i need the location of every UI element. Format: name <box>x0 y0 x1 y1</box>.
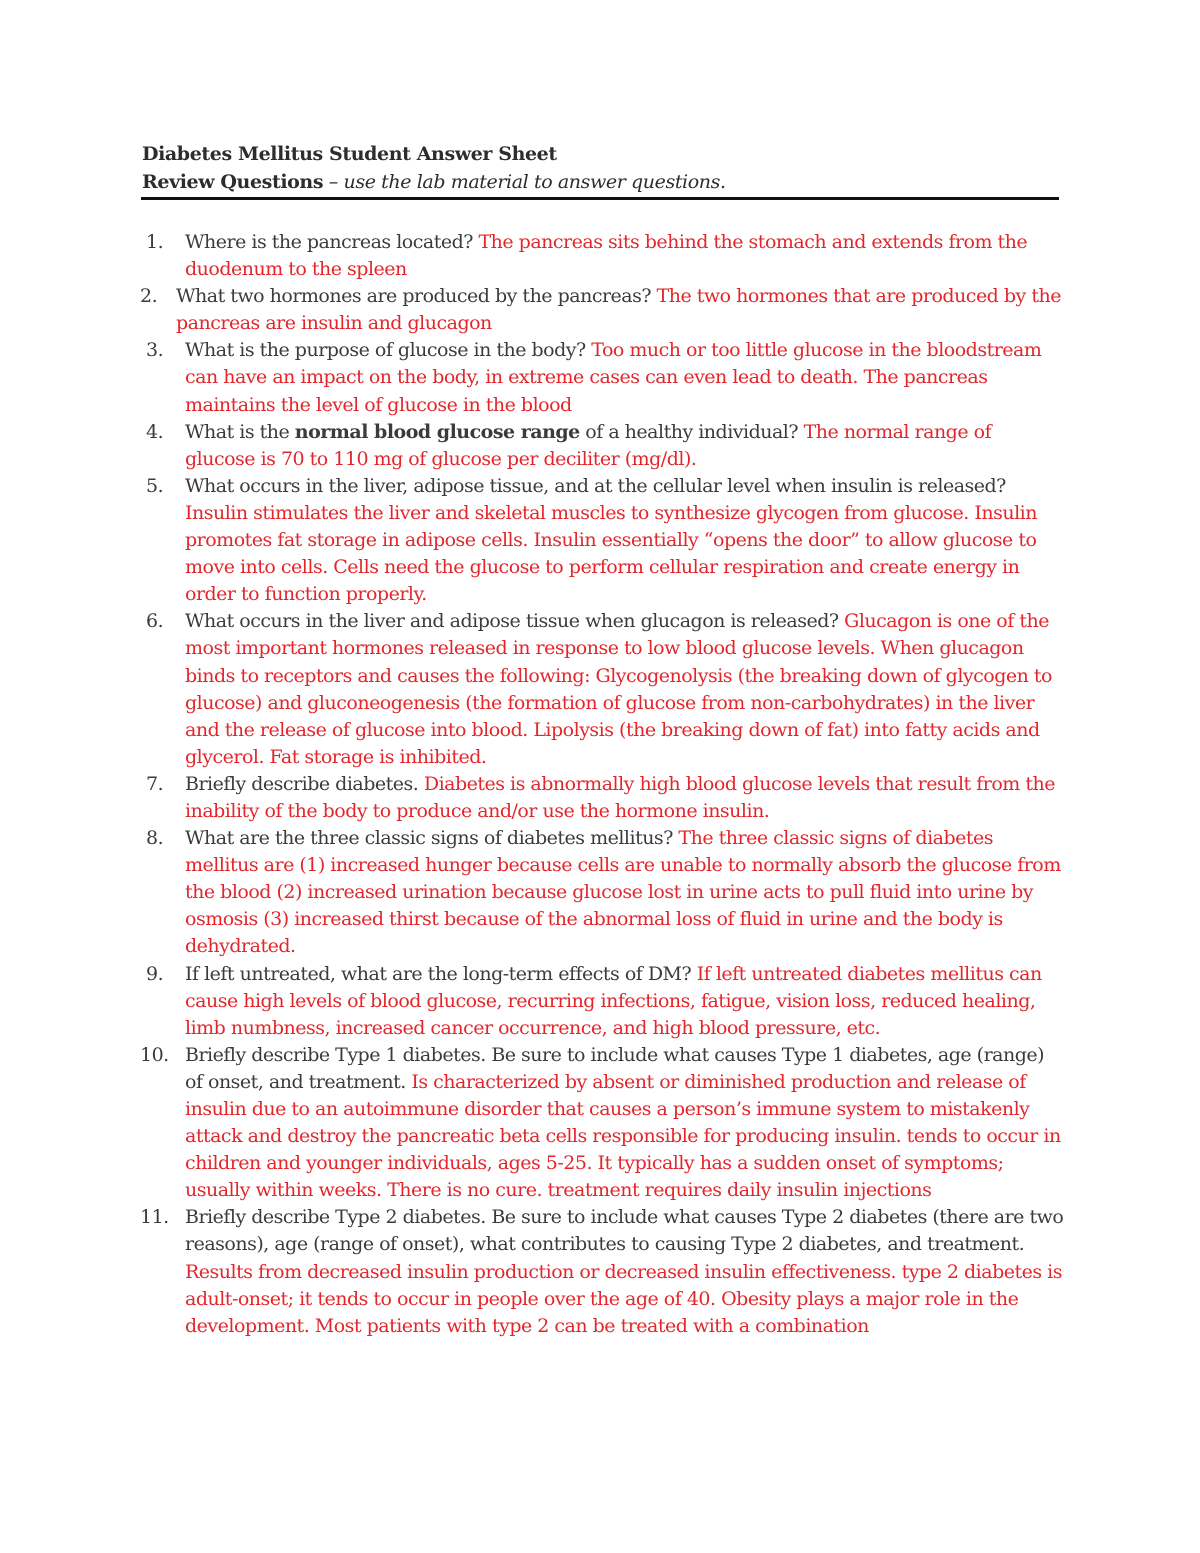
question-item-3 <box>140 337 1065 418</box>
answer-text: Glucagon is one of the most important hormones released in response to low blood glucose levels. When glucagon binds to receptors and causes the following: Glycogenolysis (the breaking down of glycogen to glucose) and gluconeogenesis (the formation of glucose from non-carbohydrates) in the liver and the release of glucose into blood. Lipolysis (the breaking down of fat) into fatty acids and glycerol. Fat storage is inhibited. <box>185 610 1052 768</box>
document-title: Diabetes Mellitus Student Answer Sheet <box>142 143 557 165</box>
question-number: 3. <box>146 339 164 362</box>
question-text: What are the three classic signs of diabetes mellitus? <box>185 827 673 850</box>
question-number: 1. <box>146 231 164 253</box>
answer-text: The two hormones that are produced by the pancreas are insulin and glucagon <box>176 285 1061 335</box>
question-list <box>140 229 1065 1340</box>
question-item-5 <box>140 473 1065 608</box>
question-text: What two hormones are produced by the pancreas? <box>176 285 652 308</box>
question-number: 7. <box>146 772 164 795</box>
question-text: Briefly describe Type 2 diabetes. Be sure to include what causes Type 2 diabetes (there are two reasons), age (range of onset), what contributes to causing Type 2 diabetes, and treatment. <box>185 1206 1064 1256</box>
question-number: 10. <box>140 1043 169 1066</box>
question-number: 8. <box>146 827 164 850</box>
question-item-2 <box>140 283 1065 337</box>
answer-text: If left untreated diabetes mellitus can cause high levels of blood glucose, recurring infections, fatigue, vision loss, reduced healing, limb numbness, increased cancer occurrence, and high blood pressure, etc. <box>185 962 1042 1039</box>
question-item-1 <box>140 229 1065 283</box>
question-item-11 <box>140 1204 1065 1339</box>
question-item-8 <box>140 825 1065 960</box>
question-number: 6. <box>146 610 164 633</box>
question-text: Where is the pancreas located? <box>185 231 473 253</box>
question-text: Briefly describe Type 1 diabetes. Be sure to include what causes Type 1 diabetes, age (range) of onset, and treatment. <box>185 1043 1045 1093</box>
question-text: Briefly describe diabetes. <box>185 772 419 795</box>
question-number: 11. <box>140 1206 169 1229</box>
question-item-9 <box>140 961 1065 1042</box>
question-item-10 <box>140 1042 1065 1205</box>
question-text: What occurs in the liver, adipose tissue, and at the cellular level when insulin is released? <box>185 474 1006 497</box>
question-text: What occurs in the liver and adipose tissue when glucagon is released? <box>185 610 839 633</box>
question-text-pre: What is the <box>185 420 295 443</box>
question-item-4 <box>140 419 1065 473</box>
document-subtitle <box>142 171 726 193</box>
question-item-7 <box>140 771 1065 825</box>
question-number: 4. <box>146 420 164 443</box>
answer-text: Insulin stimulates the liver and skeletal muscles to synthesize glycogen from glucose. Insulin promotes fat storage in adipose cells. Insulin essentially “opens the door” to allow glucose to move into cells. Cells need the glucose to perform cellular respiration and create energy in order to function properly. <box>185 501 1037 606</box>
question-text-bold: normal blood glucose range <box>294 420 580 443</box>
question-text: If left untreated, what are the long-term effects of DM? <box>185 962 692 985</box>
question-number: 9. <box>146 962 164 985</box>
answer-text: Results from decreased insulin production or decreased insulin effectiveness. type 2 diabetes is adult-onset; it tends to occur in people over the age of 40. Obesity plays a major role in the development. Most patients with type 2 can be treated with a combination <box>185 1260 1062 1337</box>
answer-text: Is characterized by absent or diminished production and release of insulin due to an autoimmune disorder that causes a person’s immune system to mistakenly attack and destroy the pancreatic beta cells responsible for producing insulin. tends to occur in children and younger individuals, ages 5-25. It typically has a sudden onset of symptoms; usually within weeks. There is no cure. treatment requires daily insulin injections <box>185 1070 1061 1202</box>
question-number: 2. <box>140 285 158 308</box>
header-divider <box>141 197 1059 200</box>
subtitle-bold: Review Questions <box>142 171 324 193</box>
answer-text: The normal range of glucose is 70 to 110 mg of glucose per deciliter (mg/dl). <box>185 420 992 470</box>
answer-text: Too much or too little glucose in the bloodstream can have an impact on the body, in extreme cases can even lead to death. The pancreas maintains the level of glucose in the blood <box>185 339 1042 416</box>
question-item-6 <box>140 608 1065 771</box>
answer-text: The pancreas sits behind the stomach and extends from the duodenum to the spleen <box>185 231 1028 281</box>
answer-text: Diabetes is abnormally high blood glucose levels that result from the inability of the body to produce and/or use the hormone insulin. <box>185 772 1055 822</box>
question-text: What is the purpose of glucose in the body? <box>185 339 586 362</box>
answer-text: The three classic signs of diabetes mellitus are (1) increased hunger because cells are unable to normally absorb the glucose from the blood (2) increased urination because glucose lost in urine acts to pull fluid into urine by osmosis (3) increased thirst because of the abnormal loss of fluid in urine and the body is dehydrated. <box>185 827 1061 958</box>
question-number: 5. <box>146 474 164 497</box>
subtitle-instruction: – use the lab material to answer questions. <box>323 171 726 193</box>
question-text-post: of a healthy individual? <box>579 420 799 443</box>
